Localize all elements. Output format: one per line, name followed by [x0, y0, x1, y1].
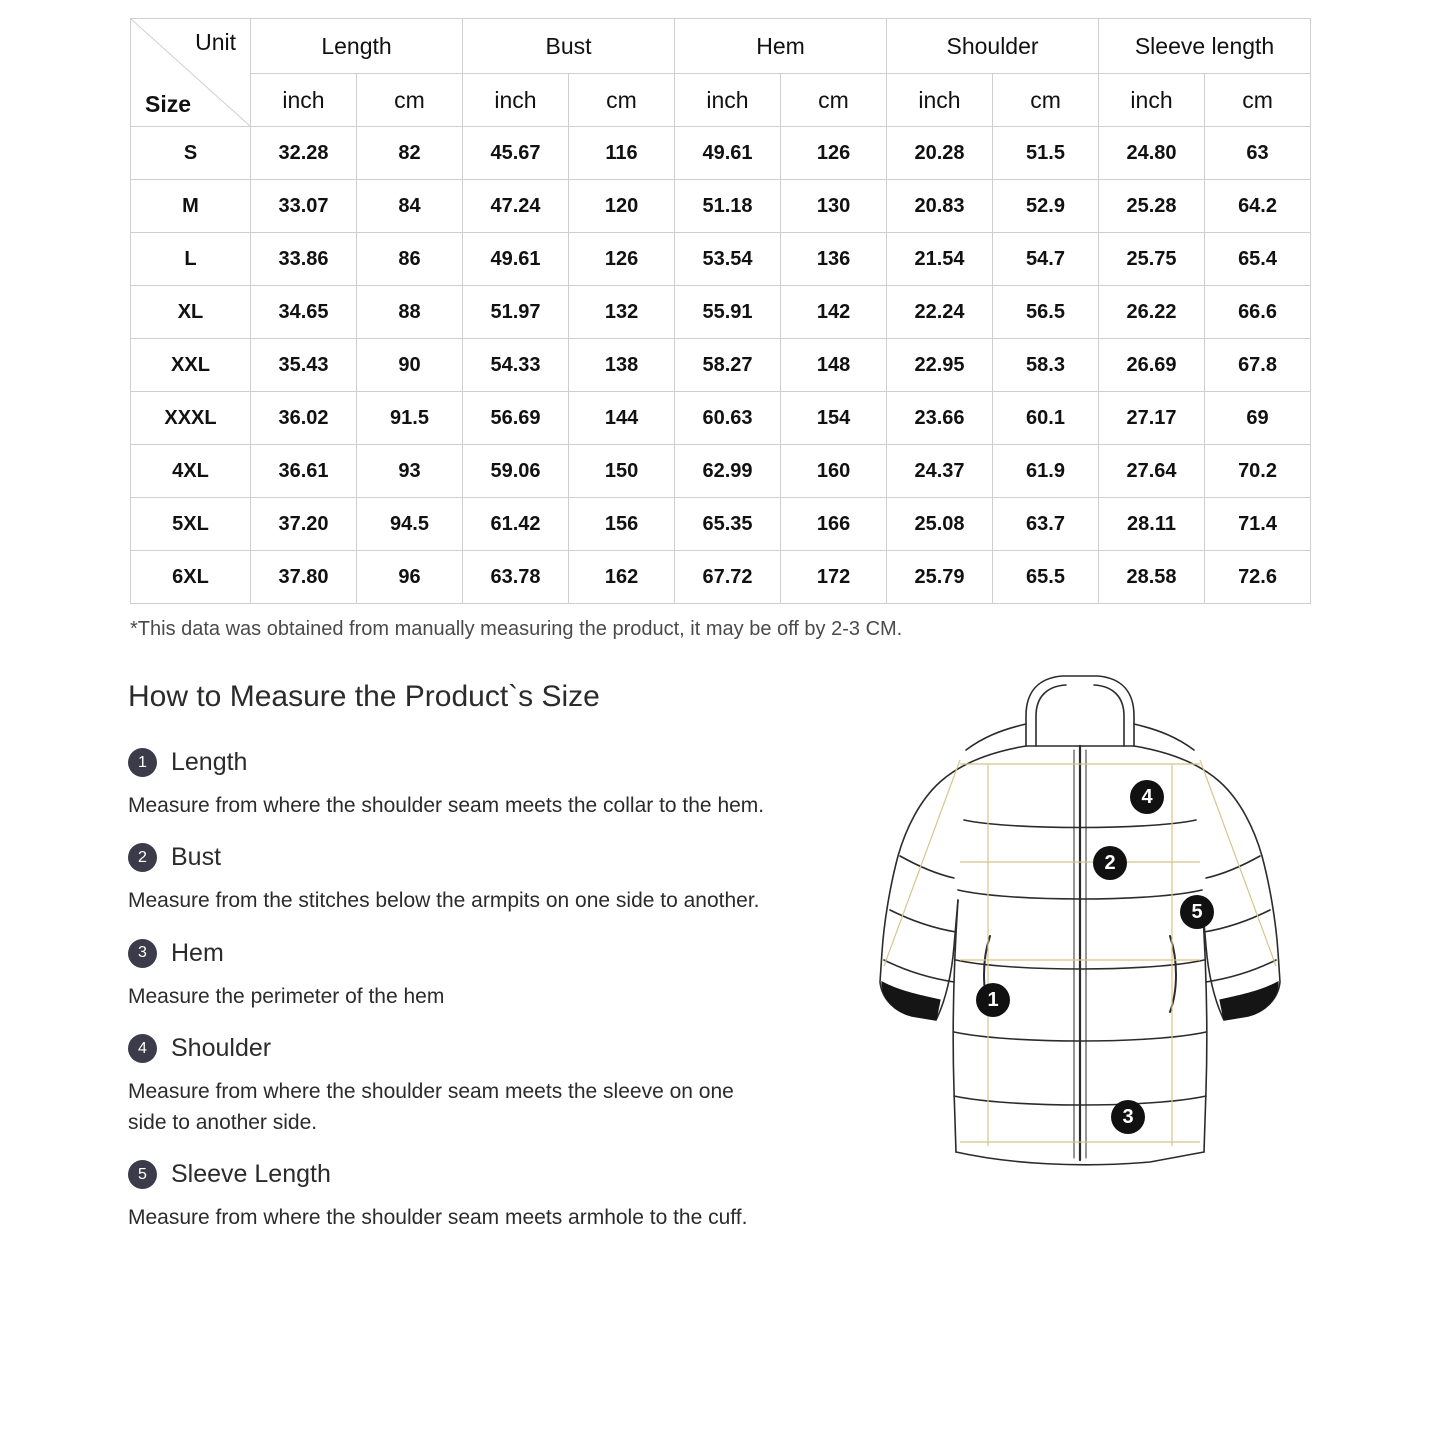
- cell-sleeve-cm: 64.2: [1205, 180, 1311, 233]
- cell-shoulder-cm: 61.9: [993, 445, 1099, 498]
- jacket-illustration: [840, 660, 1320, 1220]
- table-header-units: [131, 74, 1311, 127]
- size-table: [130, 18, 1311, 604]
- cell-sleeve-cm: 69: [1205, 392, 1311, 445]
- cell-bust-cm: 144: [569, 392, 675, 445]
- table-row: [131, 127, 1311, 180]
- table-corner-cell: [131, 19, 251, 127]
- cell-shoulder-cm: 56.5: [993, 286, 1099, 339]
- cell-hem-inch: 60.63: [675, 392, 781, 445]
- step-number-badge: 3: [128, 939, 157, 968]
- cell-bust-cm: 150: [569, 445, 675, 498]
- step-number-badge: 1: [128, 748, 157, 777]
- cell-hem-cm: 154: [781, 392, 887, 445]
- cell-sleeve-inch: 26.22: [1099, 286, 1205, 339]
- cell-bust-inch: 54.33: [463, 339, 569, 392]
- row-size: 5XL: [131, 498, 251, 551]
- group-header-bust: Bust: [463, 19, 675, 74]
- marker-2: 2: [1093, 846, 1127, 880]
- table-row: [131, 392, 1311, 445]
- cell-bust-cm: 138: [569, 339, 675, 392]
- group-header-shoulder: Shoulder: [887, 19, 1099, 74]
- cell-hem-inch: 49.61: [675, 127, 781, 180]
- list-item: [128, 939, 788, 1012]
- group-header-length: Length: [251, 19, 463, 74]
- cell-sleeve-inch: 26.69: [1099, 339, 1205, 392]
- unit-header-sleeve-cm: cm: [1205, 74, 1311, 127]
- cell-length-inch: 34.65: [251, 286, 357, 339]
- step-title: Sleeve Length: [171, 1160, 331, 1189]
- howto-steps-list: [128, 748, 788, 1256]
- cell-hem-cm: 142: [781, 286, 887, 339]
- list-item: [128, 1160, 788, 1233]
- unit-header-length-cm: cm: [357, 74, 463, 127]
- step-description: Measure from the stitches below the armpits on one side to another.: [128, 889, 760, 913]
- group-header-hem: Hem: [675, 19, 887, 74]
- cell-bust-cm: 126: [569, 233, 675, 286]
- step-description: Measure from where the shoulder seam meets the collar to the hem.: [128, 794, 765, 817]
- row-size: L: [131, 233, 251, 286]
- unit-header-bust-cm: cm: [569, 74, 675, 127]
- cell-hem-cm: 136: [781, 233, 887, 286]
- row-size: XL: [131, 286, 251, 339]
- cell-hem-inch: 67.72: [675, 551, 781, 604]
- cell-length-inch: 33.86: [251, 233, 357, 286]
- cell-length-inch: 36.61: [251, 445, 357, 498]
- cell-hem-cm: 126: [781, 127, 887, 180]
- cell-sleeve-inch: 27.17: [1099, 392, 1205, 445]
- list-item: [128, 748, 788, 821]
- cell-hem-cm: 166: [781, 498, 887, 551]
- unit-header-shoulder-inch: inch: [887, 74, 993, 127]
- cell-bust-inch: 51.97: [463, 286, 569, 339]
- cell-length-cm: 86: [357, 233, 463, 286]
- unit-header-hem-cm: cm: [781, 74, 887, 127]
- unit-header-hem-inch: inch: [675, 74, 781, 127]
- unit-header-bust-inch: inch: [463, 74, 569, 127]
- table-header-groups: [131, 19, 1311, 74]
- step-header: [128, 1160, 788, 1189]
- cell-shoulder-cm: 60.1: [993, 392, 1099, 445]
- cell-bust-inch: 47.24: [463, 180, 569, 233]
- cell-length-inch: 32.28: [251, 127, 357, 180]
- cell-shoulder-cm: 58.3: [993, 339, 1099, 392]
- cell-shoulder-cm: 63.7: [993, 498, 1099, 551]
- step-number-badge: 5: [128, 1160, 157, 1189]
- cell-shoulder-inch: 22.24: [887, 286, 993, 339]
- cell-sleeve-inch: 27.64: [1099, 445, 1205, 498]
- cell-sleeve-inch: 28.58: [1099, 551, 1205, 604]
- cell-length-inch: 33.07: [251, 180, 357, 233]
- measurement-disclaimer: *This data was obtained from manually measuring the product, it may be off by 2-3 CM.: [130, 618, 903, 640]
- step-header: [128, 843, 788, 872]
- cell-length-cm: 90: [357, 339, 463, 392]
- marker-1: 1: [976, 983, 1010, 1017]
- cell-hem-inch: 62.99: [675, 445, 781, 498]
- cell-length-cm: 88: [357, 286, 463, 339]
- cell-sleeve-cm: 70.2: [1205, 445, 1311, 498]
- cell-length-inch: 37.80: [251, 551, 357, 604]
- cell-hem-cm: 148: [781, 339, 887, 392]
- step-header: [128, 939, 788, 968]
- cell-sleeve-cm: 63: [1205, 127, 1311, 180]
- cell-bust-cm: 132: [569, 286, 675, 339]
- size-label: Size: [145, 91, 192, 117]
- cell-length-inch: 36.02: [251, 392, 357, 445]
- cell-hem-inch: 58.27: [675, 339, 781, 392]
- cell-shoulder-inch: 22.95: [887, 339, 993, 392]
- cell-hem-cm: 160: [781, 445, 887, 498]
- cell-length-inch: 35.43: [251, 339, 357, 392]
- row-size: XXL: [131, 339, 251, 392]
- row-size: 6XL: [131, 551, 251, 604]
- cell-length-cm: 96: [357, 551, 463, 604]
- cell-length-cm: 93: [357, 445, 463, 498]
- cell-bust-inch: 45.67: [463, 127, 569, 180]
- cell-hem-inch: 65.35: [675, 498, 781, 551]
- step-title: Shoulder: [171, 1034, 272, 1063]
- step-description: Measure from where the shoulder seam meets armhole to the cuff.: [128, 1206, 748, 1230]
- cell-bust-inch: 61.42: [463, 498, 569, 551]
- table-row: [131, 180, 1311, 233]
- cell-shoulder-inch: 25.79: [887, 551, 993, 604]
- cell-sleeve-inch: 24.80: [1099, 127, 1205, 180]
- step-title: Bust: [171, 843, 222, 872]
- step-number-badge: 2: [128, 843, 157, 872]
- cell-hem-cm: 172: [781, 551, 887, 604]
- table-row: [131, 286, 1311, 339]
- cell-shoulder-cm: 51.5: [993, 127, 1099, 180]
- group-header-sleeve-length: Sleeve length: [1099, 19, 1311, 74]
- row-size: 4XL: [131, 445, 251, 498]
- unit-header-sleeve-inch: inch: [1099, 74, 1205, 127]
- cell-sleeve-cm: 72.6: [1205, 551, 1311, 604]
- step-description: Measure from where the shoulder seam meets the sleeve on one side to another side.: [128, 1080, 734, 1134]
- cell-bust-cm: 156: [569, 498, 675, 551]
- table-row: [131, 445, 1311, 498]
- cell-sleeve-cm: 71.4: [1205, 498, 1311, 551]
- table-row: [131, 551, 1311, 604]
- cell-sleeve-inch: 28.11: [1099, 498, 1205, 551]
- table-row: [131, 339, 1311, 392]
- cell-hem-inch: 51.18: [675, 180, 781, 233]
- cell-hem-inch: 55.91: [675, 286, 781, 339]
- row-size: XXXL: [131, 392, 251, 445]
- cell-bust-cm: 116: [569, 127, 675, 180]
- cell-shoulder-inch: 25.08: [887, 498, 993, 551]
- cell-bust-inch: 49.61: [463, 233, 569, 286]
- cell-length-cm: 82: [357, 127, 463, 180]
- cell-shoulder-inch: 20.83: [887, 180, 993, 233]
- marker-3: 3: [1111, 1100, 1145, 1134]
- cell-shoulder-inch: 23.66: [887, 392, 993, 445]
- step-number-badge: 4: [128, 1034, 157, 1063]
- table-row: [131, 233, 1311, 286]
- cell-shoulder-inch: 21.54: [887, 233, 993, 286]
- row-size: M: [131, 180, 251, 233]
- cell-hem-cm: 130: [781, 180, 887, 233]
- cell-shoulder-inch: 20.28: [887, 127, 993, 180]
- step-header: [128, 1034, 788, 1063]
- jacket-line-drawing-icon: [840, 660, 1320, 1220]
- step-header: [128, 748, 788, 777]
- cell-length-cm: 94.5: [357, 498, 463, 551]
- cell-sleeve-cm: 66.6: [1205, 286, 1311, 339]
- marker-4: 4: [1130, 780, 1164, 814]
- cell-bust-cm: 120: [569, 180, 675, 233]
- cell-sleeve-cm: 67.8: [1205, 339, 1311, 392]
- cell-sleeve-inch: 25.28: [1099, 180, 1205, 233]
- cell-sleeve-inch: 25.75: [1099, 233, 1205, 286]
- cell-shoulder-inch: 24.37: [887, 445, 993, 498]
- row-size: S: [131, 127, 251, 180]
- step-description: Measure the perimeter of the hem: [128, 984, 445, 1008]
- unit-header-shoulder-cm: cm: [993, 74, 1099, 127]
- list-item: [128, 843, 788, 916]
- cell-length-cm: 91.5: [357, 392, 463, 445]
- cell-bust-cm: 162: [569, 551, 675, 604]
- cell-bust-inch: 56.69: [463, 392, 569, 445]
- cell-bust-inch: 59.06: [463, 445, 569, 498]
- marker-5: 5: [1180, 895, 1214, 929]
- cell-sleeve-cm: 65.4: [1205, 233, 1311, 286]
- size-table-container: [130, 18, 1310, 604]
- list-item: [128, 1034, 788, 1138]
- unit-header-length-inch: inch: [251, 74, 357, 127]
- step-title: Hem: [171, 938, 224, 967]
- cell-shoulder-cm: 52.9: [993, 180, 1099, 233]
- table-row: [131, 498, 1311, 551]
- cell-hem-inch: 53.54: [675, 233, 781, 286]
- howto-section-title: How to Measure the Product`s Size: [128, 680, 600, 713]
- cell-length-inch: 37.20: [251, 498, 357, 551]
- cell-length-cm: 84: [357, 180, 463, 233]
- step-title: Length: [171, 748, 248, 776]
- unit-label: Unit: [195, 29, 236, 55]
- cell-bust-inch: 63.78: [463, 551, 569, 604]
- cell-shoulder-cm: 54.7: [993, 233, 1099, 286]
- cell-shoulder-cm: 65.5: [993, 551, 1099, 604]
